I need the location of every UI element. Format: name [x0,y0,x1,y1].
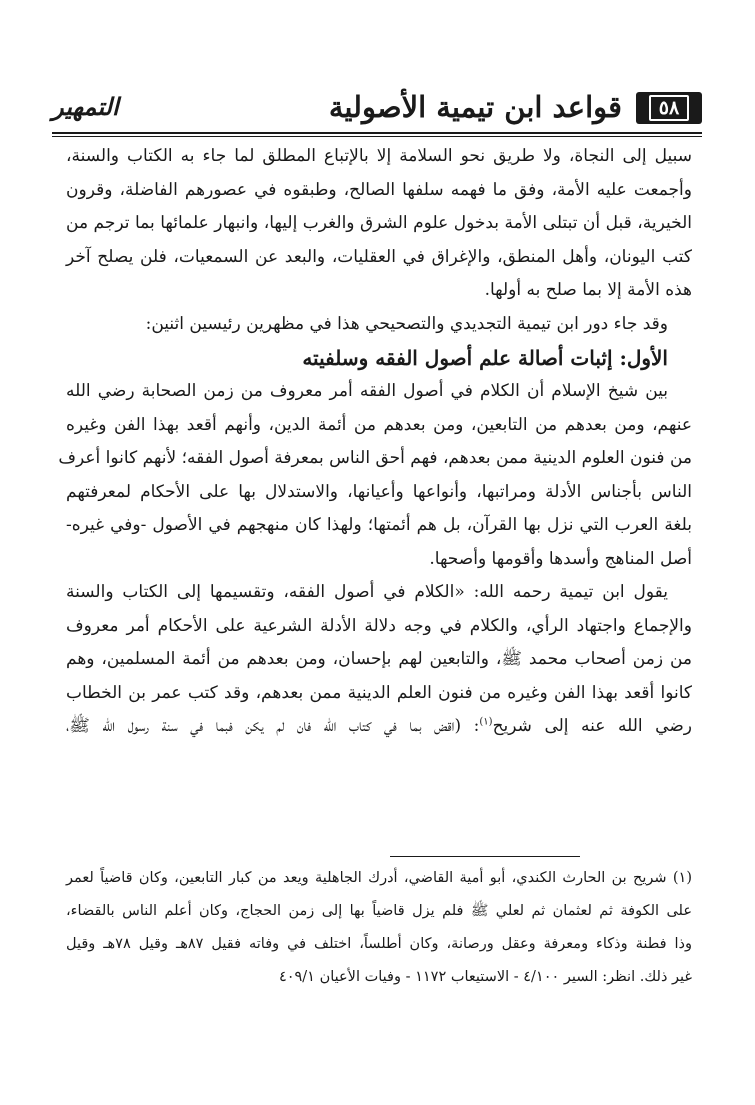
footnote-line: وذا فطنة وذكاء ومعرفة وعقل ورصانة، وكان أطلساً، اختلف في وفاته فقيل ٨٧هـ وقيل ٧٨هـ وقيل [66,936,693,952]
text-line: هذه الأمة إلا بما صلح به أولها. [484,280,692,300]
text-line: الخيرية، قبل أن تبتلى الأمة بدخول علوم الشرق والغرب إليها، وانبهار علمائها بما ترجم من [66,213,692,233]
text-line: وقد جاء دور ابن تيمية التجديدي والتصحيحي هذا في مظهرين رئيسين اثنين: [145,313,668,334]
quote-line-last [66,710,692,744]
footnote-line: (١) شريح بن الحارث الكندي، أبو أمية القاضي، أدرك الجاهلية ويعد من كبار التابعين، وكان قاضياً لعمر [66,870,692,886]
section-heading: الأول: إثبات أصالة علم أصول الفقه وسلفيته [302,346,668,370]
text-line: عنهم، ومن بعدهم من التابعين، ومن بعدهم من أئمة الدين، وأنهم أقعد بهذا الفن وغيره [66,414,692,435]
footnote-separator [390,856,580,857]
text-line: من فنون العلوم الدينية ممن بعدهم، فهم أحق الناس بمعرفة أصول الفقه؛ لأنهم كانوا أعرف [58,448,692,468]
quote-line: من زمن أصحاب محمد ﷺ، والتابعين لهم بإحسان، ومن بعدهم من أئمة المسلمين، وهم [66,649,692,669]
footnote-line: على الكوفة ثم لعثمان ثم لعلي ﷺ فلم يزل قاضياً بها إلى زمن الحجاج، وكان أعلم الناس بالقضاء، [66,903,692,919]
quote-line: كانوا أقعد بهذا الفن وغيره من فنون العلم الدينية ممن بعدهم، وقد كتب عمر بن الخطاب [66,682,692,703]
footnotes [66,862,692,994]
footnote-line: غير ذلك. انظر: السير ٤/١٠٠ - الاستيعاب ١١٧٢ - وفيات الأعيان ٤٠٩/١ [278,969,692,985]
main-text [58,140,692,744]
footnote-marker[interactable]: (١) [479,716,493,728]
text-line: كتب اليونان، وأهل المنطق، والإغراق في العقليات، والبعد عن السمعيات، فلن يصلح آخر [66,246,692,267]
publisher-logo: التمهير [52,92,119,121]
page-number-badge [636,92,702,124]
text-line: الناس بأجناس الأدلة ومراتبها، وأنواعها وأعيانها، والاستدلال بها على الأحكام لمعرفتهم [66,481,692,502]
text-line: بلغة العرب التي نزل بها القرآن، بل هم أئمتها؛ ولهذا كان منهجهم في الأصول -وفي غيره- [66,515,692,535]
running-title: قواعد ابن تيمية الأصولية [328,90,622,124]
quote-line: والإجماع واجتهاد الرأي، والكلام في وجه دلالة الأدلة الشرعية على الأحكام أمر معروف [66,615,692,636]
quote-text: : (اقض بما في كتاب الله فان لم يكن فبما في سنة رسول الله ﷺ، [66,716,480,736]
page-number: ٥٨ [649,95,689,121]
text-line: وأجمعت عليه الأمة، وفق ما فهمه سلفها الصالح، وطبقوه في عصورهم الفاضلة، وقرون [66,179,692,200]
page-header [52,86,702,130]
header-rule [52,132,702,134]
quote-text: رضي الله عنه إلى شريح [492,716,692,736]
quote-line: يقول ابن تيمية رحمه الله: «الكلام في أصول الفقه، وتقسيمها إلى الكتاب والسنة [66,582,668,602]
text-line: بين شيخ الإسلام أن الكلام في أصول الفقه أمر معروف من زمن الصحابة رضي الله [66,381,668,401]
header-rule-thin [52,136,702,137]
text-line: أصل المناهج وأسدها وأقومها وأصحها. [429,548,692,569]
text-line: سبيل إلى النجاة، ولا طريق نحو السلامة إلا بالإتباع المطلق لما جاء به الكتاب والسنة، [66,146,692,166]
